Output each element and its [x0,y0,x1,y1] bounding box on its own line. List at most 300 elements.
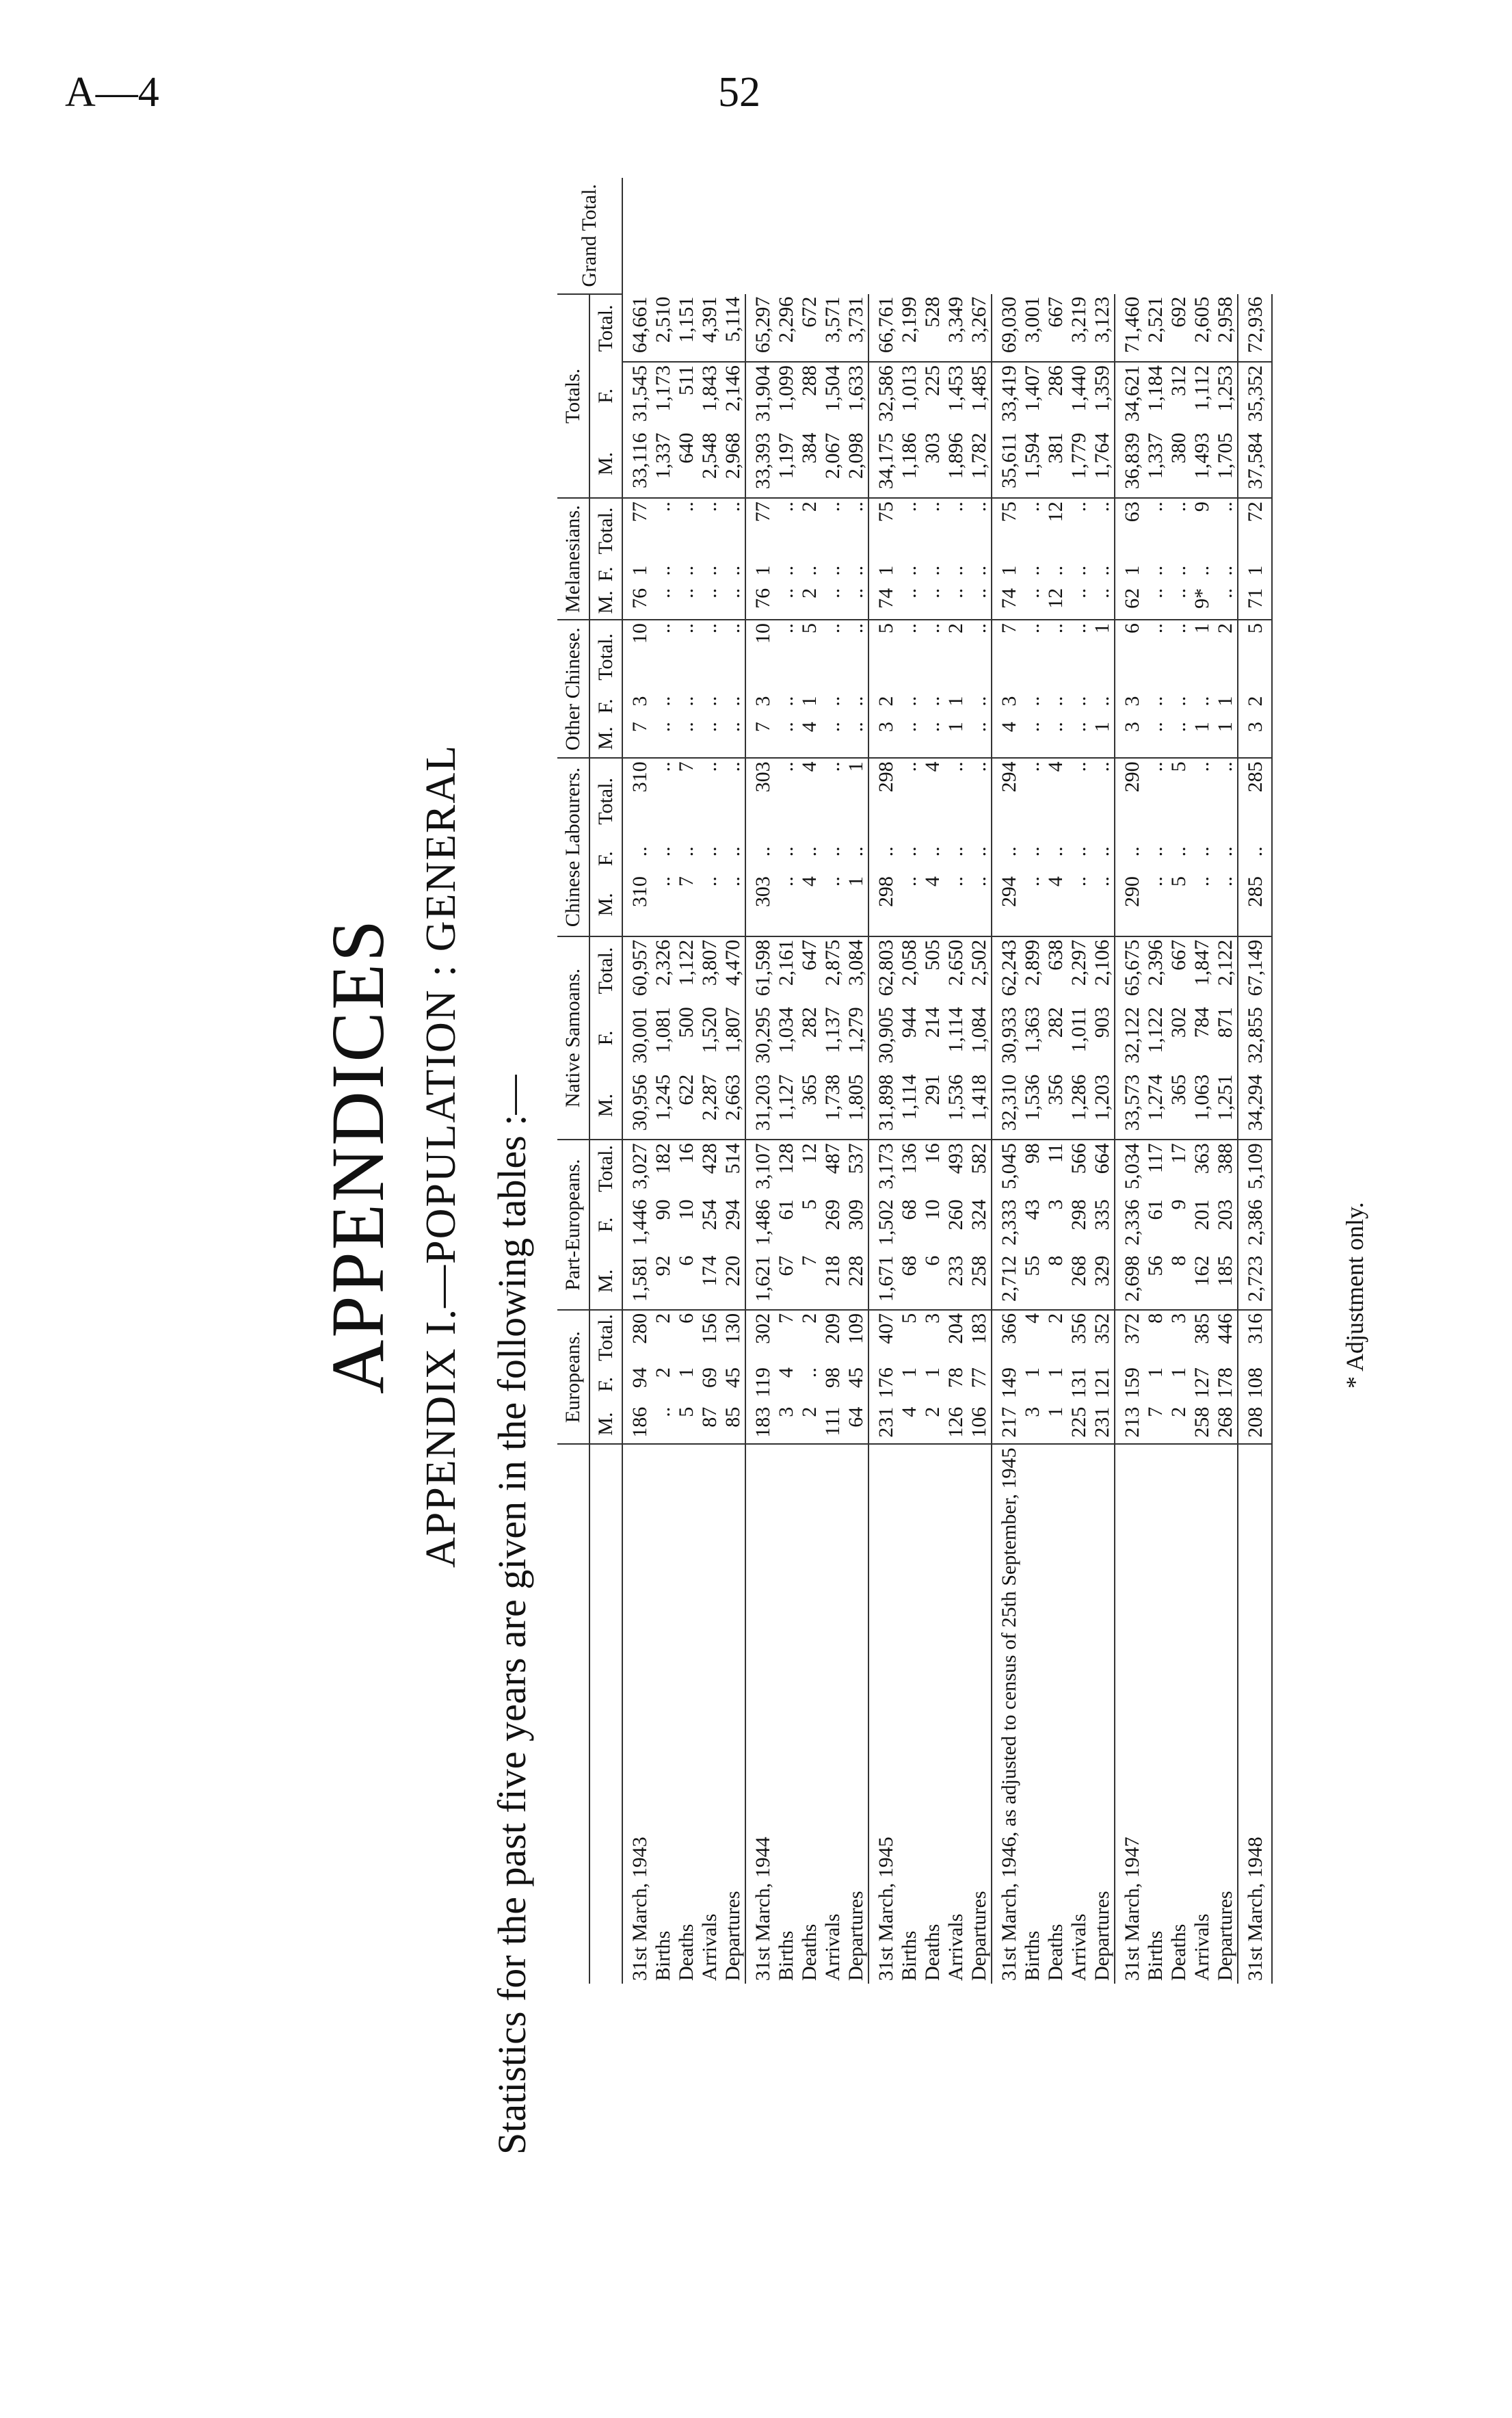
table-cell: .. [845,719,868,758]
table-cell: .. [1091,761,1113,772]
table-cell: .. [1021,873,1044,936]
table-cell: .. [968,501,990,512]
table-cell: 303 [745,873,775,936]
table-row [1021,178,1044,1984]
table-row [698,178,721,1984]
table-cell: 43 [1021,1199,1044,1220]
row-label: Deaths [1167,1923,1190,1981]
table-cell: .. [652,623,674,634]
table-cell: .. [698,873,721,936]
row-label: Arrivals [1191,1913,1213,1981]
table-cell: .. [821,873,845,936]
table-cell: 324 [968,1199,990,1231]
table-cell: 64,661 [622,294,652,363]
column-subheader: Total. [589,936,622,1005]
table-cell: 10 [745,620,775,694]
table-cell: 1,251 [1214,1072,1238,1140]
table-cell: 76 [745,586,775,620]
table-cell: 201 [1191,1199,1213,1231]
table-cell: .. [921,846,944,857]
table-cell: 365 [1167,1072,1191,1140]
table-cell: 664 [1091,1143,1113,1174]
table-cell: .. [652,873,675,936]
table-cell: .. [921,623,944,634]
table-cell: 407 [868,1310,898,1365]
table-cell: 67 [775,1253,798,1310]
table-cell: 380 [1167,430,1191,499]
table-cell: 514 [721,1143,744,1174]
column-subheader: F. [589,1004,622,1071]
table-cell: .. [1021,696,1044,707]
table-cell: 500 [675,1007,698,1038]
table-cell: .. [775,586,798,620]
table-cell: 1 [868,563,898,586]
table-cell: 76 [622,586,652,620]
table-cell: 493 [944,1143,967,1174]
table-cell: 5,114 [721,294,745,363]
table-cell: .. [845,501,867,512]
table-cell: 35,352 [1238,362,1272,430]
table-cell: 302 [745,1310,775,1365]
table-cell: 1 [1191,719,1214,758]
table-cell: .. [1067,565,1090,576]
table-cell: 1,253 [1214,365,1236,412]
table-cell: 5 [1167,761,1190,772]
table-cell: 3,173 [868,1140,898,1196]
table-cell: 258 [1191,1404,1214,1445]
table-cell: 6 [675,1253,698,1310]
row-label: Departures [721,1891,744,1981]
table-cell: .. [898,846,920,857]
table-cell: .. [968,623,990,634]
table-cell: 2,396 [1144,939,1167,986]
table-cell: 294 [992,758,1021,843]
table-cell: 111 [821,1404,845,1445]
table-cell: 3 [1115,694,1144,720]
column-group-header: Europeans. [557,1310,589,1445]
table-cell: 1,084 [968,1007,990,1053]
table-cell: 2,968 [721,430,745,499]
table-cell: 1 [745,563,775,586]
table-cell: 356 [1067,1313,1090,1344]
table-cell: .. [775,501,797,512]
table-cell: .. [622,843,652,873]
row-label: 31st March, 1948 [1238,1444,1272,1984]
table-cell: .. [1191,846,1213,857]
table-cell: .. [775,719,798,758]
table-cell: .. [845,586,868,620]
table-cell: 1,502 [868,1197,898,1253]
table-cell: 4 [992,719,1021,758]
column-subheader: F. [589,563,622,586]
table-cell: .. [921,719,944,758]
table-cell: 1,186 [898,430,921,499]
table-cell: 6 [675,1313,698,1324]
table-cell: 3,807 [698,939,721,986]
table-row [921,178,944,1984]
table-cell: .. [698,565,721,576]
table-cell: 214 [921,1007,944,1038]
table-cell: .. [721,586,745,620]
table-cell: 692 [1167,294,1191,363]
table-cell: 7 [745,719,775,758]
table-cell: .. [721,565,744,576]
table-cell: 2,146 [721,365,744,412]
table-cell: 60,957 [622,936,652,1005]
table-cell: 4 [898,1404,921,1445]
table-cell: .. [775,761,797,772]
table-cell: .. [652,719,675,758]
table-cell: .. [721,719,745,758]
table-cell: .. [675,501,698,512]
table-cell: 2,502 [968,939,990,986]
table-cell: 1,520 [698,1007,721,1053]
table-cell: 2,067 [821,430,845,499]
table-cell: 1,122 [675,939,698,986]
table-cell: 1,407 [1021,365,1044,412]
table-cell: 944 [898,1007,920,1038]
table-cell: 130 [721,1313,744,1344]
table-cell: .. [898,623,920,634]
table-cell: 2 [1167,1404,1191,1445]
table-cell: .. [968,873,992,936]
table-cell: .. [652,1404,675,1445]
table-cell: 638 [1044,939,1067,971]
column-subheader: M. [589,1072,622,1140]
table-cell: .. [1021,719,1044,758]
table-cell: 1 [845,873,868,936]
table-cell: 74 [868,586,898,620]
column-subheader: F. [589,843,622,873]
column-subheader: Total. [589,498,622,563]
table-cell: 1 [1044,1367,1067,1378]
table-cell: 298 [1067,1199,1090,1231]
table-cell: 1,705 [1214,430,1238,499]
table-cell: 1,581 [622,1253,652,1310]
table-cell: 31,904 [745,362,775,430]
table-cell: 582 [968,1143,990,1174]
table-cell: 268 [1214,1404,1238,1445]
table-cell: 7 [675,873,698,936]
table-cell: 61,598 [745,936,775,1005]
table-cell: 1,807 [721,1007,744,1053]
table-cell: 178 [1214,1367,1236,1399]
table-cell: .. [1091,501,1113,512]
table-cell: .. [821,761,844,772]
table-cell: 1,137 [821,1007,844,1053]
table-cell: 119 [745,1365,775,1404]
table-cell: .. [1214,501,1236,512]
table-cell: 1,151 [675,294,698,363]
table-cell: 31,545 [622,362,652,430]
column-subheader: Total. [589,1140,622,1196]
table-cell: 9 [1191,501,1213,512]
table-cell: .. [775,565,797,576]
table-cell: .. [675,846,698,857]
table-row [944,178,968,1984]
row-label: 31st March, 1947 [1115,1444,1144,1984]
table-cell: 126 [944,1404,968,1445]
table-row [992,178,1021,1984]
table-cell: 1 [1214,719,1238,758]
table-cell: 1,764 [1091,430,1115,499]
table-cell: 55 [1021,1253,1044,1310]
table-cell: 1,112 [1191,365,1213,411]
row-label: Arrivals [821,1913,844,1981]
table-cell: 174 [698,1253,721,1310]
table-cell: 2,521 [1144,294,1167,363]
table-cell: 1,337 [1144,430,1167,499]
table-cell: 67,149 [1238,936,1272,1005]
table-cell: .. [1021,565,1044,576]
table-row [775,178,798,1984]
table-cell: 12 [1044,501,1067,523]
table-cell: 3 [622,694,652,720]
table-cell: .. [1067,761,1090,772]
table-cell: 61 [1144,1199,1167,1220]
table-cell: 1,536 [1021,1072,1044,1140]
table-cell: 33,393 [745,430,775,499]
table-cell: .. [1115,843,1144,873]
column-group-header: Grand Total. [557,178,622,294]
table-cell: 3,084 [845,939,867,986]
table-cell: 1,453 [944,365,967,412]
table-cell: 667 [1167,939,1190,971]
table-cell: 2,548 [698,430,721,499]
table-cell: 2 [652,1367,674,1378]
table-cell: 11 [1044,1143,1067,1164]
table-cell: 231 [868,1404,898,1445]
table-cell: 65,297 [745,294,775,363]
table-cell: 363 [1191,1143,1213,1174]
table-cell: 285 [1238,873,1272,936]
table-cell: .. [652,696,674,707]
table-cell: 672 [798,294,821,363]
table-cell: .. [1191,873,1214,936]
table-cell: 3,731 [845,294,868,363]
table-cell: 487 [821,1143,844,1174]
table-cell: 136 [898,1143,920,1174]
table-row [968,178,992,1984]
table-cell: 286 [1044,365,1067,397]
table-cell: .. [698,501,721,512]
table-cell: 352 [1091,1313,1113,1344]
table-cell: .. [898,696,920,707]
table-cell: 9 [1167,1199,1190,1210]
table-cell: .. [721,761,744,772]
table-cell: 30,905 [868,1004,898,1071]
table-cell: .. [1021,501,1044,512]
page-number: 52 [718,69,760,116]
row-label: Births [1021,1930,1044,1981]
row-label: 31st March, 1946, as adjusted to census of 25th September, 1945 [992,1444,1021,1984]
table-cell: .. [1067,501,1090,512]
table-cell: 4 [798,873,821,936]
table-cell: 640 [675,430,698,499]
table-cell: 1,099 [775,365,797,412]
table-cell: 2,098 [845,430,868,499]
row-label: Deaths [1044,1923,1067,1981]
table-cell: .. [1144,565,1167,576]
table-row [1191,178,1214,1984]
table-cell: 647 [798,939,821,971]
table-cell: .. [1044,623,1067,634]
row-label: Deaths [921,1923,944,1981]
column-group-header: Native Samoans. [557,936,589,1140]
table-cell: 309 [845,1199,867,1231]
table-cell: 36,839 [1115,430,1144,499]
table-cell: .. [698,586,721,620]
table-cell: 2,510 [652,294,675,363]
table-cell: 1,122 [1144,1007,1167,1053]
table-cell: 3 [1167,1313,1190,1324]
table-cell: .. [921,501,944,512]
table-cell: 2,296 [775,294,798,363]
table-cell: 5 [798,623,821,634]
table-cell: 218 [821,1253,845,1310]
table-cell: .. [1091,565,1113,576]
table-cell: 268 [1067,1253,1091,1310]
table-cell: .. [898,873,921,936]
table-cell: .. [1021,586,1044,620]
table-cell: 298 [868,873,898,936]
table-cell: 258 [968,1253,992,1310]
population-table [557,178,1273,1984]
table-cell: .. [944,761,967,772]
table-cell: 1,114 [944,1007,967,1053]
table-cell: 4 [1044,873,1067,936]
table-cell: .. [968,696,990,707]
table-cell: 1 [921,1367,944,1378]
table-cell: 17 [1167,1143,1190,1164]
table-cell: 5 [1167,873,1191,936]
table-cell: 381 [1044,430,1067,499]
table-cell: .. [675,623,698,634]
table-cell: 1,594 [1021,430,1044,499]
table-cell: 1,446 [622,1197,652,1253]
table-cell: 32,310 [992,1072,1021,1140]
table-cell: 4 [1044,761,1067,772]
table-cell: 2 [921,1404,944,1445]
table-cell: 131 [1067,1367,1090,1399]
table-cell: 69 [698,1367,721,1389]
table-cell: .. [845,565,867,576]
table-cell: 185 [1214,1253,1238,1310]
row-label: Arrivals [1067,1913,1090,1981]
table-cell: 5,109 [1238,1140,1272,1196]
table-cell: 5 [675,1404,698,1445]
table-cell: .. [652,586,675,620]
table-cell: 903 [1091,1007,1113,1038]
table-cell: 156 [698,1313,721,1344]
column-group-header: Part-Europeans. [557,1140,589,1310]
table-cell: .. [775,846,797,857]
table-cell: 310 [622,758,652,843]
column-subheader: Total. [589,758,622,843]
table-cell: 62,803 [868,936,898,1005]
table-cell: .. [944,873,968,936]
column-subheader: M. [589,430,622,499]
table-cell: 98 [1021,1143,1044,1164]
table-cell: 65,675 [1115,936,1144,1005]
table-cell: 1,173 [652,365,674,412]
table-cell: 428 [698,1143,721,1174]
table-cell: 1,114 [898,1072,921,1140]
table-cell: 213 [1115,1404,1144,1445]
table-cell: 64 [845,1404,868,1445]
table-cell: 1 [1091,623,1113,634]
table-cell: 1,633 [845,365,867,412]
table-cell: .. [1167,586,1191,620]
table-cell: .. [992,843,1021,873]
table-cell: 1,363 [1021,1007,1044,1053]
table-cell: .. [944,501,967,512]
table-cell: 280 [622,1310,652,1365]
table-cell: 71,460 [1115,294,1144,363]
table-cell: 30,295 [745,1004,775,1071]
table-cell: .. [1167,719,1191,758]
table-cell: 2 [1238,694,1272,720]
column-group-header: Melanesians. [557,498,589,620]
table-cell: 2,297 [1067,939,1090,986]
table-cell: .. [698,846,721,857]
table-cell: 32,586 [868,362,898,430]
table-cell: 32,122 [1115,1004,1144,1071]
table-cell: .. [968,565,990,576]
table-cell: 68 [898,1253,921,1310]
table-cell: 233 [944,1253,968,1310]
table-cell: 7 [1144,1404,1167,1445]
row-label: Births [775,1930,797,1981]
table-cell: 316 [1238,1310,1272,1365]
table-cell: 1,896 [944,430,968,499]
table-cell: 2,199 [898,294,921,363]
table-cell: 45 [721,1367,744,1389]
table-row [721,178,745,1984]
table-cell: 282 [1044,1007,1067,1038]
table-cell: 10 [921,1199,944,1220]
table-cell: .. [821,565,844,576]
table-cell: 4 [798,761,821,772]
table-cell: 5,034 [1115,1140,1144,1196]
table-cell: 356 [1044,1072,1067,1140]
table-cell: 385 [1191,1313,1213,1344]
row-label: Departures [1214,1891,1236,1981]
row-label: Arrivals [698,1913,721,1981]
table-cell: 63 [1115,498,1144,563]
table-cell: .. [968,761,990,772]
table-cell: 10 [622,620,652,694]
table-cell: 2,106 [1091,939,1113,986]
table-cell: 61 [775,1199,797,1220]
table-cell: .. [1044,846,1067,857]
table-cell: .. [798,565,821,576]
table-cell: 62 [1115,586,1144,620]
column-subheader: F. [589,1365,622,1404]
table-cell: 85 [721,1404,745,1445]
table-row [898,178,921,1984]
table-cell: 505 [921,939,944,971]
table-cell: 1 [944,719,968,758]
table-cell: .. [798,846,821,857]
table-cell: 372 [1115,1310,1144,1365]
table-cell: .. [1191,761,1213,772]
table-cell: .. [675,696,698,707]
table-cell: .. [944,846,967,857]
table-cell: 1,081 [652,1007,674,1053]
table-cell: .. [821,623,844,634]
table-cell: 2 [652,1313,674,1324]
